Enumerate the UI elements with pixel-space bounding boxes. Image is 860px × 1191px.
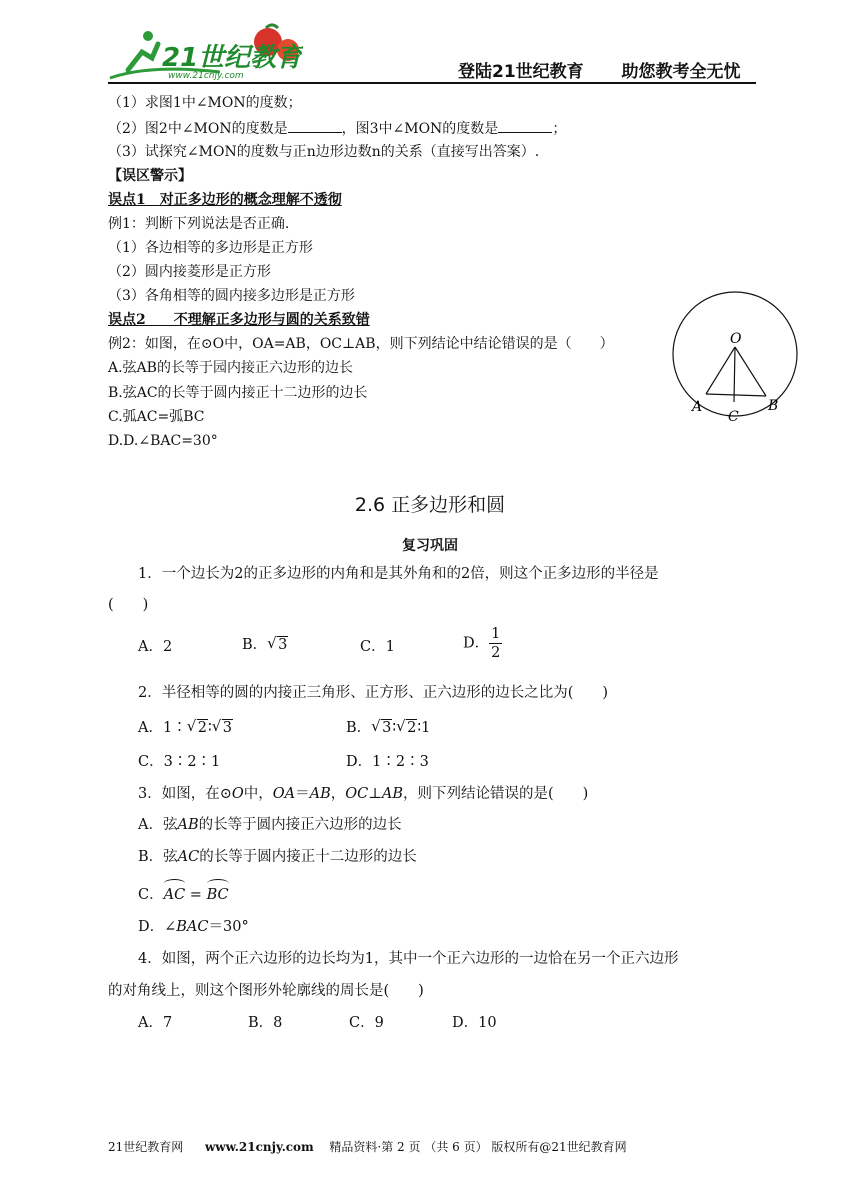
site-logo[interactable]	[108, 22, 303, 84]
segment-ab	[706, 394, 766, 396]
page-footer	[108, 1138, 627, 1155]
q1-option-d[interactable]	[463, 625, 502, 662]
opt-text: C．	[138, 887, 164, 903]
q1-b-prefix: B．	[242, 637, 268, 653]
slogan-left: 登陆21世纪教育	[458, 62, 584, 82]
q3-option-b[interactable]	[138, 847, 417, 867]
page-header	[0, 0, 860, 85]
sqrt-symbol: √ 3	[267, 634, 288, 653]
slogan-right: 助您教考全无忧	[621, 62, 741, 82]
q1-option-b[interactable]	[242, 635, 288, 655]
denominator: 2	[491, 645, 501, 661]
q3-option-d[interactable]	[138, 917, 249, 937]
label-a: A	[692, 399, 703, 415]
q2-a-prefix: A．1∶	[138, 720, 187, 736]
radicand: 2	[197, 720, 207, 736]
q3-var: AB	[309, 786, 331, 802]
ratio-separator: ∶	[392, 720, 397, 736]
question-3	[138, 784, 588, 804]
question-2: 2．半径相等的圆的内接正三角形、正方形、正六边形的边长之比为( )	[138, 685, 609, 701]
question-1-line-1: 1．一个边长为2的正多边形的内角和是其外角和的2倍，则这个正多边形的半径是	[138, 566, 659, 582]
q2-b-prefix: B．	[346, 720, 372, 736]
top-question-1: （1）求图1中∠MON的度数；	[108, 95, 302, 111]
q3-var: O	[231, 786, 244, 802]
q2-option-b[interactable]	[346, 718, 430, 738]
answer-blank-2[interactable]	[498, 118, 552, 133]
q1-option-c[interactable]: C．1	[360, 639, 395, 655]
q3-text: ⊥	[368, 786, 382, 802]
q3-text: 中，	[243, 786, 273, 802]
q3-var: OC	[345, 786, 369, 802]
q4-option-d[interactable]: D．10	[452, 1015, 497, 1031]
opt-text: 的长等于圆内接正六边形的边长	[198, 817, 402, 833]
example-1: 例1：判断下列说法是否正确.	[108, 216, 290, 232]
question-1-line-2: ( )	[108, 597, 149, 613]
circle-figure	[668, 284, 800, 432]
sqrt-symbol: √ 2	[396, 717, 417, 736]
opt-var: BAC	[176, 919, 209, 935]
q3-var: OA	[272, 786, 296, 802]
top-question-3: （3）试探究∠MON的度数与正n边形边数n的关系（直接写出答案）.	[108, 144, 540, 160]
arc-ac: AC	[163, 887, 186, 903]
segment-ob	[735, 347, 766, 396]
example-1-item: （3）各角相等的圆内接多边形是正方形	[108, 288, 355, 304]
q3-text: 3．如图，在⊙	[138, 786, 232, 802]
q1-option-a[interactable]: A．2	[138, 639, 173, 655]
header-slogan	[458, 57, 741, 82]
radicand: 3	[382, 720, 392, 736]
mistake-point-1-title: 误点1 对正多边形的概念理解不透彻	[108, 192, 342, 208]
q1-b-radicand: 3	[278, 637, 288, 653]
q3-text: ，	[330, 786, 346, 802]
sqrt-symbol: √ 3	[371, 717, 392, 736]
segment-oa	[706, 347, 735, 394]
example-2-option: B.弦AC的长等于圆内接正十二边形的边长	[108, 385, 368, 401]
q3-option-c[interactable]	[138, 885, 229, 905]
question-4-line-2: 的对角线上，则这个图形外轮廓线的周长是( )	[108, 983, 424, 999]
opt-text: B．弦	[138, 849, 178, 865]
radicand: 2	[407, 720, 417, 736]
example-2-option: A.弦AB的长等于园内接正六边形的边长	[108, 360, 353, 376]
q2-text-a: （2）图2中∠MON的度数是	[108, 121, 288, 137]
header-rule	[108, 82, 756, 84]
q4-option-b[interactable]: B．8	[248, 1015, 283, 1031]
opt-var: AC	[177, 849, 200, 865]
q2-option-d[interactable]: D．1∶2∶3	[346, 754, 429, 770]
label-o: O	[730, 331, 742, 347]
warning-heading: 【误区警示】	[108, 168, 192, 184]
example-1-item: （1）各边相等的多边形是正方形	[108, 240, 313, 256]
opt-text: D．∠	[138, 919, 177, 935]
q2-text-b: ，图3中∠MON的度数是	[341, 121, 499, 137]
example-2-option: D.D.∠BAC=30°	[108, 433, 218, 449]
numerator: 1	[491, 626, 501, 642]
q4-option-c[interactable]: C．9	[349, 1015, 384, 1031]
sqrt-symbol: √ 2	[186, 717, 207, 736]
q3-option-a[interactable]	[138, 815, 402, 835]
question-4-line-1: 4．如图，两个正六边形的边长均为1，其中一个正六边形的一边恰在另一个正六边形	[138, 951, 679, 967]
label-b: B	[768, 398, 779, 414]
footer-url[interactable]: www.21cnjy.com	[204, 1140, 314, 1154]
example-1-item: （2）圆内接菱形是正方形	[108, 264, 271, 280]
q2-option-a[interactable]	[138, 718, 233, 738]
footer-site-name: 21世纪教育网	[108, 1140, 184, 1154]
q4-option-a[interactable]: A．7	[138, 1015, 173, 1031]
arc-bc: BC	[206, 887, 229, 903]
q1-d-prefix: D．	[463, 635, 490, 652]
footer-copyright: 精品资料·第 2 页 （共 6 页） 版权所有@21世纪教育网	[329, 1140, 627, 1154]
section-title: 2.6 正多边形和圆	[354, 494, 506, 516]
section-subtitle: 复习巩固	[402, 538, 458, 554]
q2-option-c[interactable]: C．3∶2∶1	[138, 754, 221, 770]
segment-oc	[734, 347, 735, 402]
q2-b-suffix: ∶1	[417, 720, 431, 736]
example-2-option: C.弧AC=弧BC	[108, 409, 205, 425]
q2-text-c: ；	[552, 121, 567, 137]
q3-var: AB	[381, 786, 404, 802]
logo-url: www.21cnjy.com	[168, 71, 244, 81]
q3-text: ＝	[295, 786, 310, 802]
opt-var: AB	[177, 817, 199, 833]
top-question-2	[108, 118, 566, 139]
q3-text: ，则下列结论错误的是( )	[403, 786, 589, 802]
label-c: C	[728, 409, 739, 425]
sqrt-symbol: √ 3	[211, 717, 232, 736]
opt-text: A．弦	[138, 817, 178, 833]
ratio-separator: ∶	[207, 720, 212, 736]
opt-text: =	[185, 887, 207, 903]
opt-text: 的长等于圆内接正十二边形的边长	[199, 849, 417, 865]
answer-blank-1[interactable]	[288, 118, 342, 133]
example-2: 例2：如图，在⊙O中，OA=AB，OC⊥AB，则下列结论中结论错误的是（ ）	[108, 336, 614, 352]
opt-text: ＝30°	[208, 919, 249, 935]
radicand: 3	[222, 720, 232, 736]
fraction	[489, 625, 502, 662]
mistake-point-2-title: 误点2 不理解正多边形与圆的关系致错	[108, 312, 370, 328]
logo-text: 21世纪教育	[162, 43, 303, 73]
